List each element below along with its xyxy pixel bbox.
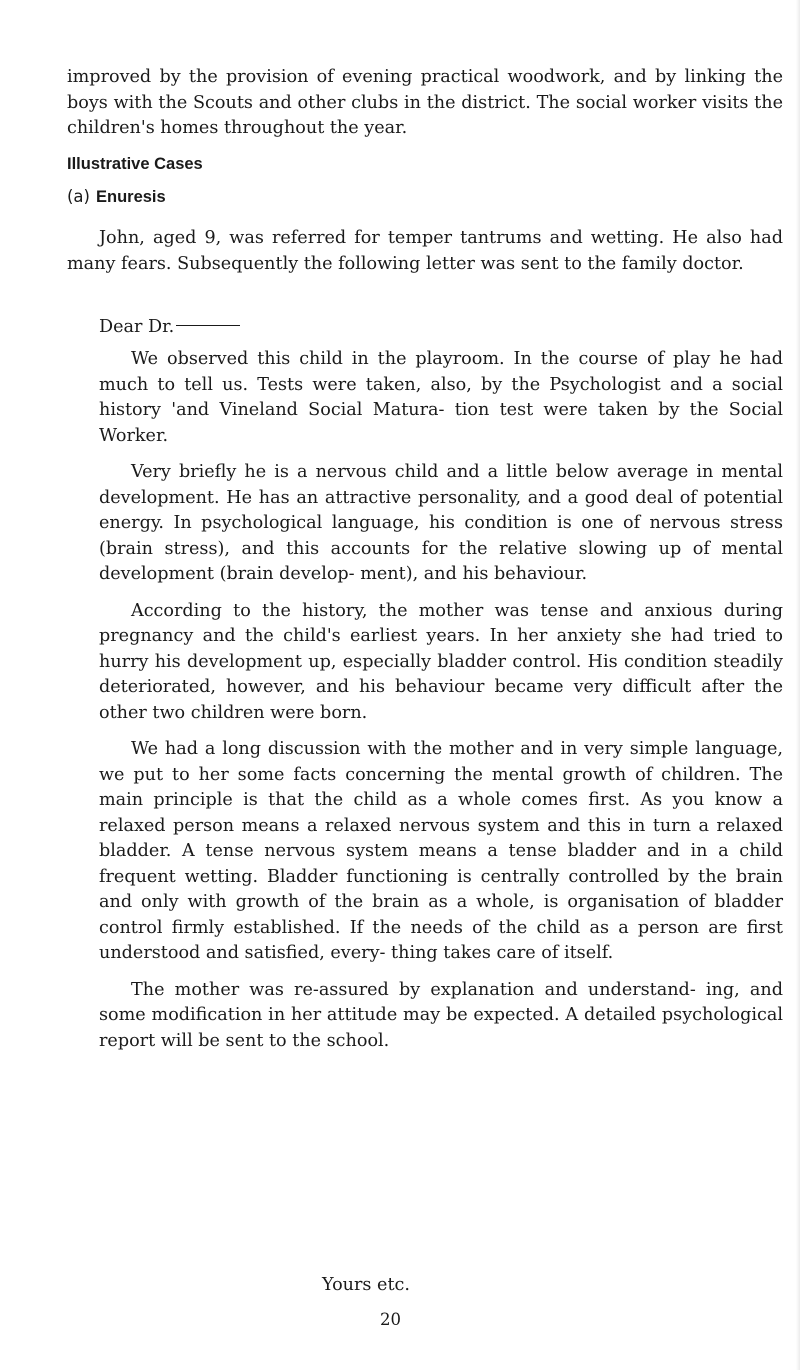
letter-paragraph: The mother was re-assured by explanation and understand- ing, and some modification in her attitude may be expected. A detailed psychological report will be sent to the school. <box>99 979 783 1051</box>
case-intro-paragraph: John, aged 9, was referred for temper tantrums and wetting. He also had many fears. Subsequently the following letter was sent to the family doctor. <box>67 228 783 274</box>
letter-signoff: Yours etc. <box>322 1275 410 1295</box>
subsection-title: Enuresis <box>96 188 166 206</box>
letter-salutation <box>99 315 240 341</box>
page-number: 20 <box>380 1310 401 1329</box>
letter-paragraph: According to the history, the mother was tense and anxious during pregnancy and the child's earliest years. In her anxiety she had tried to hurry his development up, especially bladder control. His condition steadily deteriorated, however, and his behaviour became very difficult after the other two children were born. <box>99 600 783 723</box>
section-heading: Illustrative Cases <box>67 155 203 173</box>
letter-paragraph: Very briefly he is a nervous child and a little below average in mental development. He has an attractive personality, and a good deal of potential energy. In psychological language, his condition is one of nervous stress (brain stress), and this accounts for the relative slowing up of mental development (brain develop- ment), and his behaviour. <box>99 462 783 584</box>
scan-edge-shadow <box>796 0 800 1370</box>
letter-paragraph: We had a long discussion with the mother and in very simple language, we put to her some facts concerning the mental growth of children. The main principle is that the child as a whole comes first. As you know a relaxed person means a relaxed nervous system and this in turn a relaxed bladder. A tense nervous system means a tense bladder and in a child frequent wetting. Bladder functioning is centrally controlled by the brain and only with growth of the brain as a whole, is organisation of bladder control firmly established. If the needs of the child as a person are first understood and satisfied, every- thing takes care of itself. <box>99 739 783 963</box>
salutation-blank-line <box>176 325 240 326</box>
salutation-text: Dear Dr. <box>99 317 175 337</box>
letter-body <box>99 347 783 1065</box>
letter-paragraph: We observed this child in the playroom. In the course of play he had much to tell us. Tests were taken, also, by the Psychologist and a social history 'and Vineland Social Matura- tion test were taken by the Social Worker. <box>99 349 783 446</box>
lead-paragraph: improved by the provision of evening practical woodwork, and by linking the boys with the Scouts and other clubs in the district. The social worker visits the children's homes throughout the year. <box>67 67 783 138</box>
subsection-heading <box>67 187 166 207</box>
subsection-label: (a) <box>67 187 90 206</box>
